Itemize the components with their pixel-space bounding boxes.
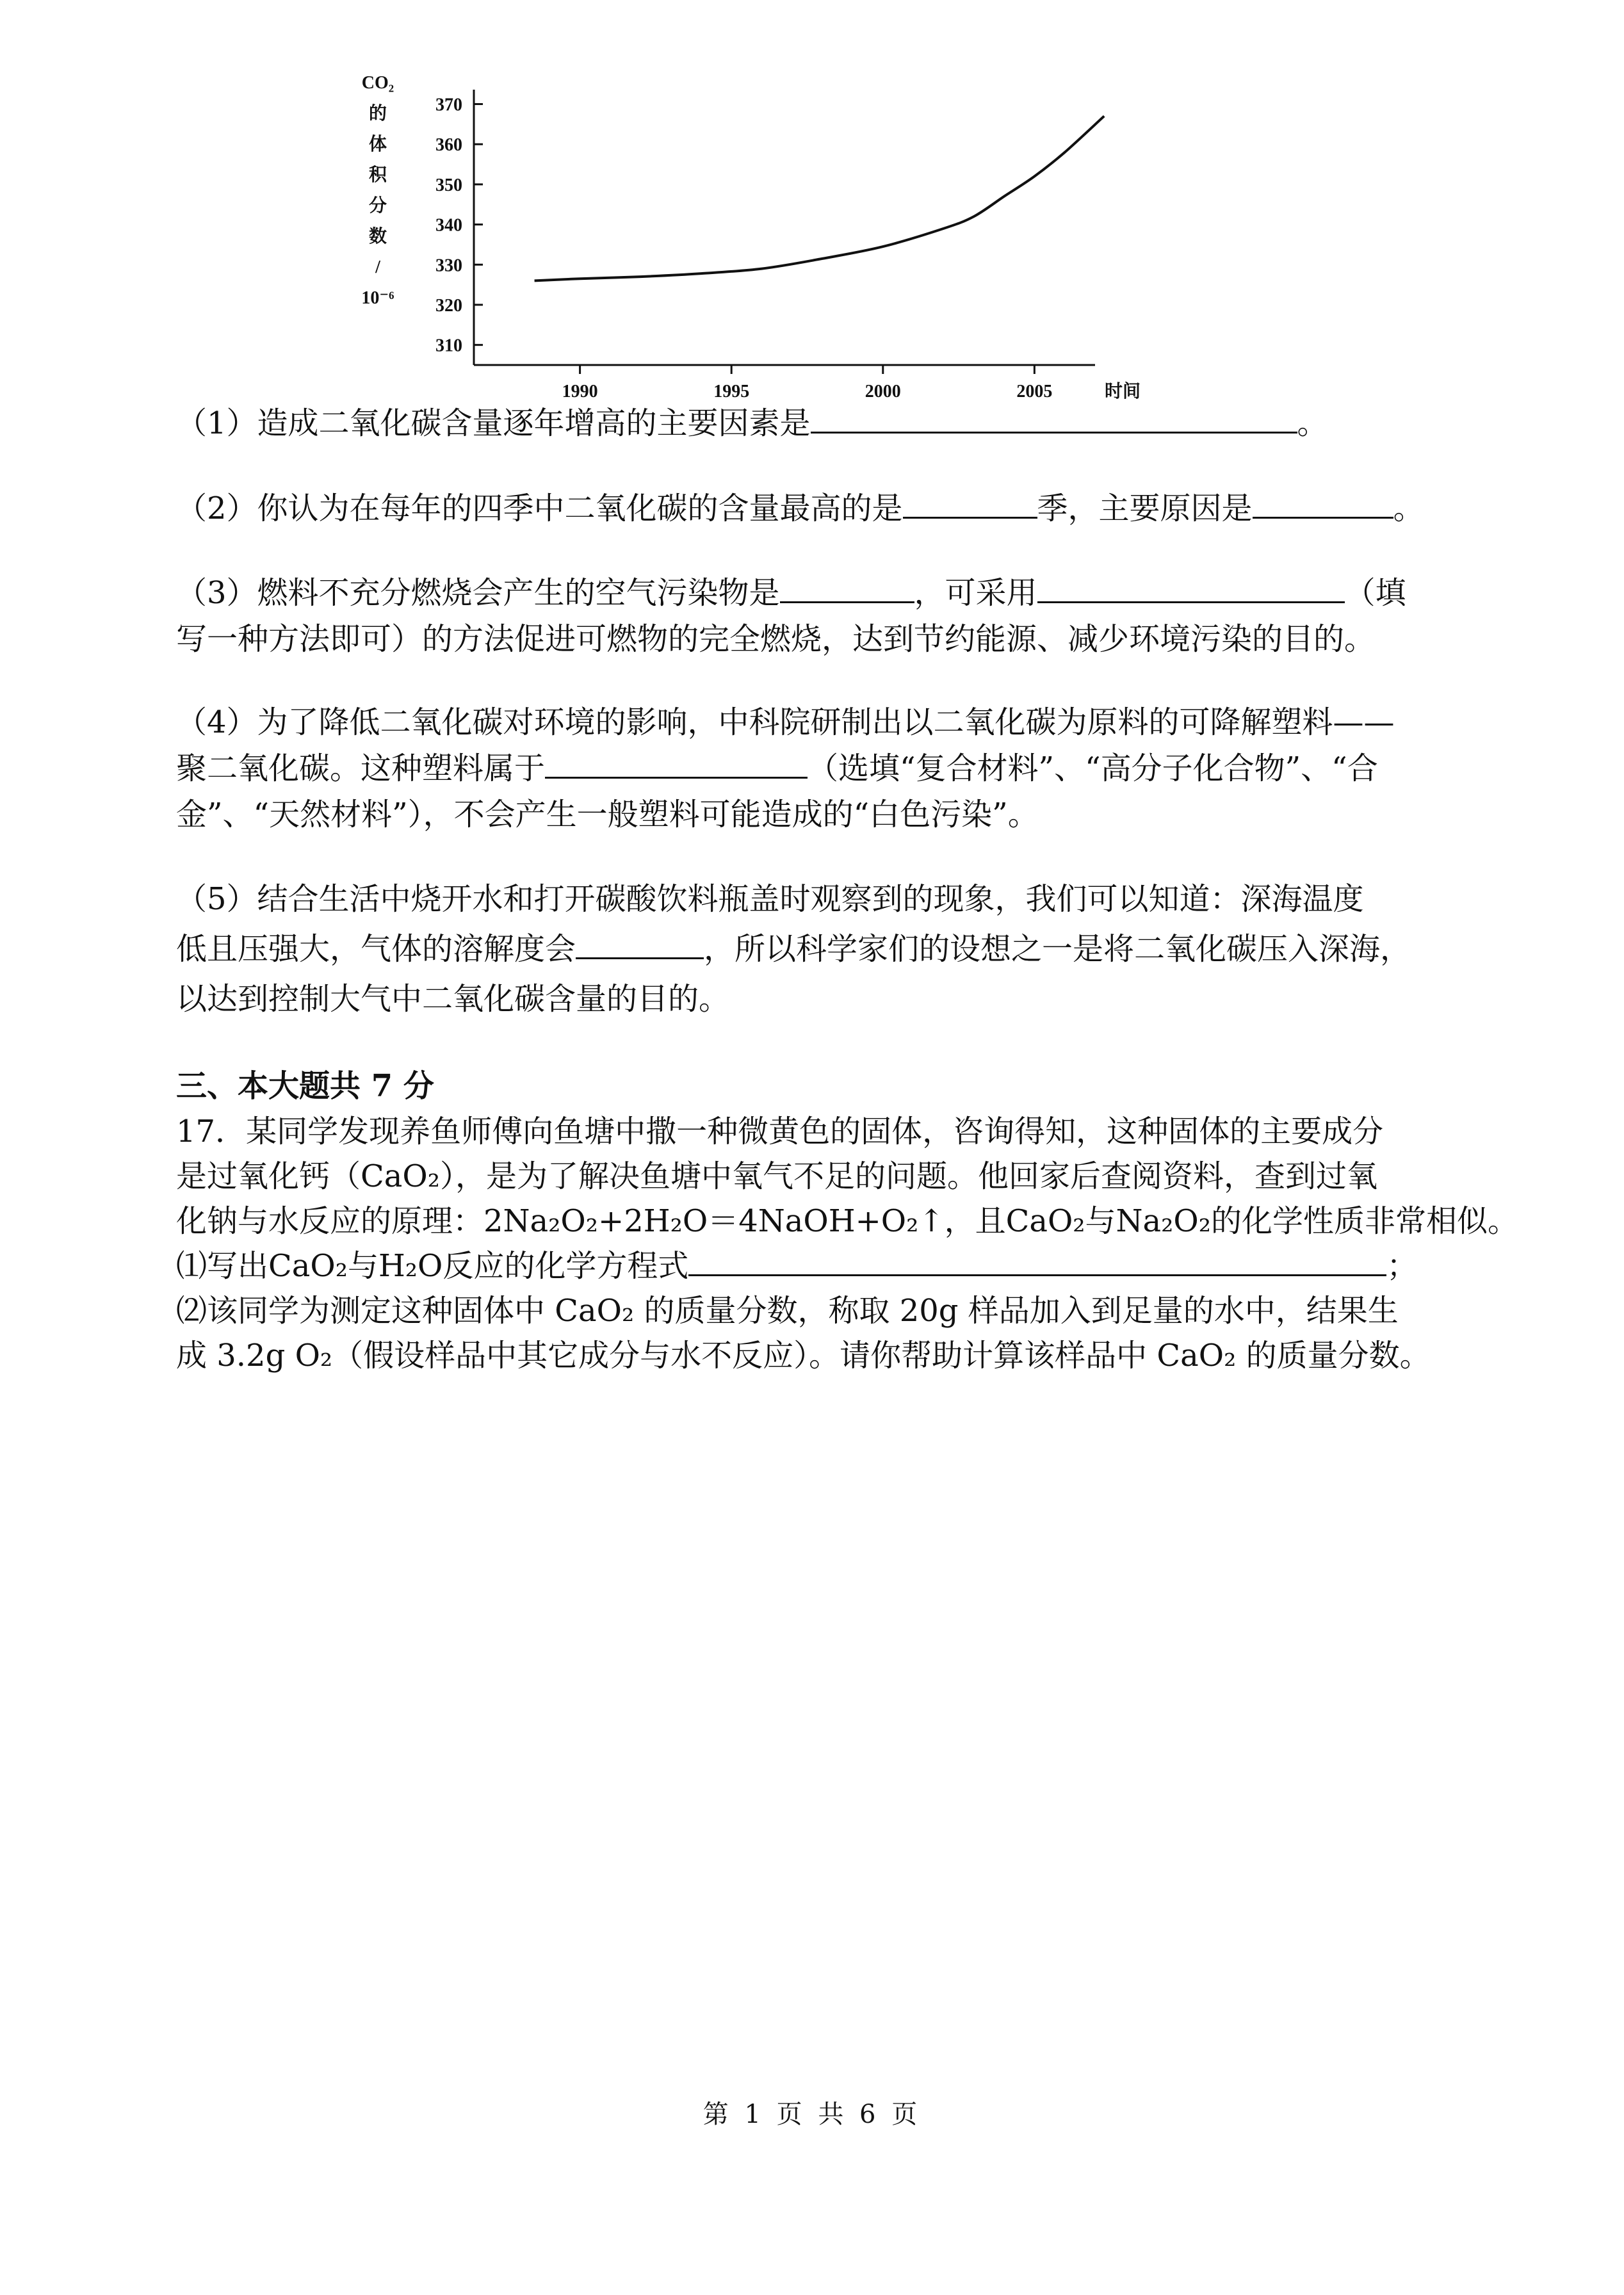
question-17-part-1-suffix: ；	[1386, 1248, 1418, 1284]
y-tick-label: 330	[435, 255, 462, 276]
co2-trend-chart	[346, 64, 1153, 423]
answer-blank-4[interactable]	[545, 749, 808, 779]
question-3-text: （3）燃料不充分燃烧会产生的空气污染物是	[176, 575, 780, 611]
x-tick-label: 1995	[713, 382, 750, 401]
section-3-heading: 三、本大题共 7 分	[176, 1068, 434, 1104]
question-4	[176, 699, 1482, 838]
y-tick-label: 340	[435, 215, 462, 236]
y-axis-label-line: CO₂	[361, 73, 394, 93]
question-1-suffix: 。	[1297, 405, 1328, 441]
question-4-line-1: （4）为了降低二氧化碳对环境的影响，中科院研制出以二氧化碳为原料的可降解塑料——	[176, 704, 1395, 740]
answer-blank-3b[interactable]	[1037, 573, 1345, 603]
y-axis-label-line: 的	[368, 104, 387, 124]
question-4-text: 聚二氧化碳。这种塑料属于	[176, 750, 546, 786]
y-axis-label-line: 10⁻⁶	[361, 288, 394, 308]
question-2-suffix: 。	[1393, 491, 1424, 526]
question-2-text: （2）你认为在每年的四季中二氧化碳的含量最高的是	[176, 491, 903, 526]
question-4-line-2	[176, 745, 1482, 791]
question-17	[176, 1109, 1518, 1378]
answer-blank-3a[interactable]	[780, 573, 914, 603]
page-footer: 第 1 页 共 6 页	[702, 2100, 922, 2129]
y-axis-label-line: 分	[368, 196, 387, 216]
answer-blank-17[interactable]	[688, 1246, 1386, 1276]
y-axis-ticks	[435, 95, 483, 356]
question-17-part-1-text: ⑴写出CaO₂与H₂O反应的化学方程式	[176, 1248, 689, 1284]
y-tick-label: 350	[435, 175, 462, 195]
question-3	[176, 570, 1482, 662]
answer-blank-1[interactable]	[811, 403, 1297, 434]
question-1-text: （1）造成二氧化碳含量逐年增高的主要因素是	[176, 405, 811, 441]
question-5-text: 低且压强大，气体的溶解度会	[176, 931, 576, 967]
y-axis-label-line: 积	[368, 165, 387, 185]
y-tick-label: 370	[435, 95, 462, 115]
question-5-suffix: ，所以科学家们的设想之一是将二氧化碳压入深海，	[704, 931, 1411, 967]
x-axis-label: 时间	[1105, 382, 1141, 401]
question-5-line-3: 以达到控制大气中二氧化碳含量的目的。	[176, 981, 730, 1017]
question-17-part-2-line-2: 成 3.2g O₂（假设样品中其它成分与水不反应）。请你帮助计算该样品中 CaO₂ 的质量分数。	[176, 1338, 1431, 1374]
answer-blank-2a[interactable]	[903, 489, 1037, 519]
question-3-line-1	[176, 570, 1482, 616]
x-tick-label: 2000	[865, 382, 901, 401]
y-tick-label: 320	[435, 295, 462, 316]
y-axis-label-line: 数	[368, 227, 387, 247]
y-tick-label: 310	[435, 336, 462, 356]
question-4-suffix: （选填“复合材料”、“高分子化合物”、“合	[808, 750, 1378, 786]
y-axis-label	[361, 73, 394, 308]
question-5-line-2	[176, 924, 1482, 974]
question-3-suffix: （填	[1344, 575, 1406, 611]
question-3-line-2: 写一种方法即可）的方法促进可燃物的完全燃烧，达到节约能源、减少环境污染的目的。	[176, 621, 1376, 657]
x-tick-label: 2005	[1016, 382, 1053, 401]
y-axis-label-line: 体	[368, 134, 387, 154]
question-4-line-3: 金”、“天然材料”），不会产生一般塑料可能造成的“白色污染”。	[176, 797, 1039, 832]
question-5	[176, 874, 1482, 1024]
question-5-line-1: （5）结合生活中烧开水和打开碳酸饮料瓶盖时观察到的现象，我们可以知道：深海温度	[176, 881, 1364, 917]
y-axis-label-line: /	[375, 257, 380, 277]
answer-blank-5[interactable]	[576, 929, 704, 959]
co2-series-line	[535, 116, 1105, 280]
question-2	[176, 485, 1482, 531]
question-2-mid: 季，主要原因是	[1037, 491, 1253, 526]
question-17-part-1	[176, 1244, 1482, 1288]
answer-blank-2b[interactable]	[1253, 489, 1393, 519]
question-17-line-2: 是过氧化钙（CaO₂），是为了解决鱼塘中氧气不足的问题。他回家后查阅资料，查到过氧	[176, 1158, 1377, 1194]
question-17-line-3: 化钠与水反应的原理：2Na₂O₂+2H₂O＝4NaOH+O₂↑，且CaO₂与Na₂O₂的化学性质非常相似。	[176, 1203, 1518, 1239]
x-tick-label: 1990	[562, 382, 598, 401]
question-1	[176, 400, 1482, 446]
x-axis-ticks	[562, 365, 1053, 401]
question-17-part-2-line-1: ⑵该同学为测定这种固体中 CaO₂ 的质量分数，称取 20g 样品加入到足量的水中，结果生	[176, 1293, 1399, 1329]
question-17-line-1: 17．某同学发现养鱼师傅向鱼塘中撒一种微黄色的固体，咨询得知，这种固体的主要成分	[176, 1114, 1384, 1149]
question-3-mid: ，可采用	[914, 575, 1037, 611]
y-tick-label: 360	[435, 135, 462, 156]
